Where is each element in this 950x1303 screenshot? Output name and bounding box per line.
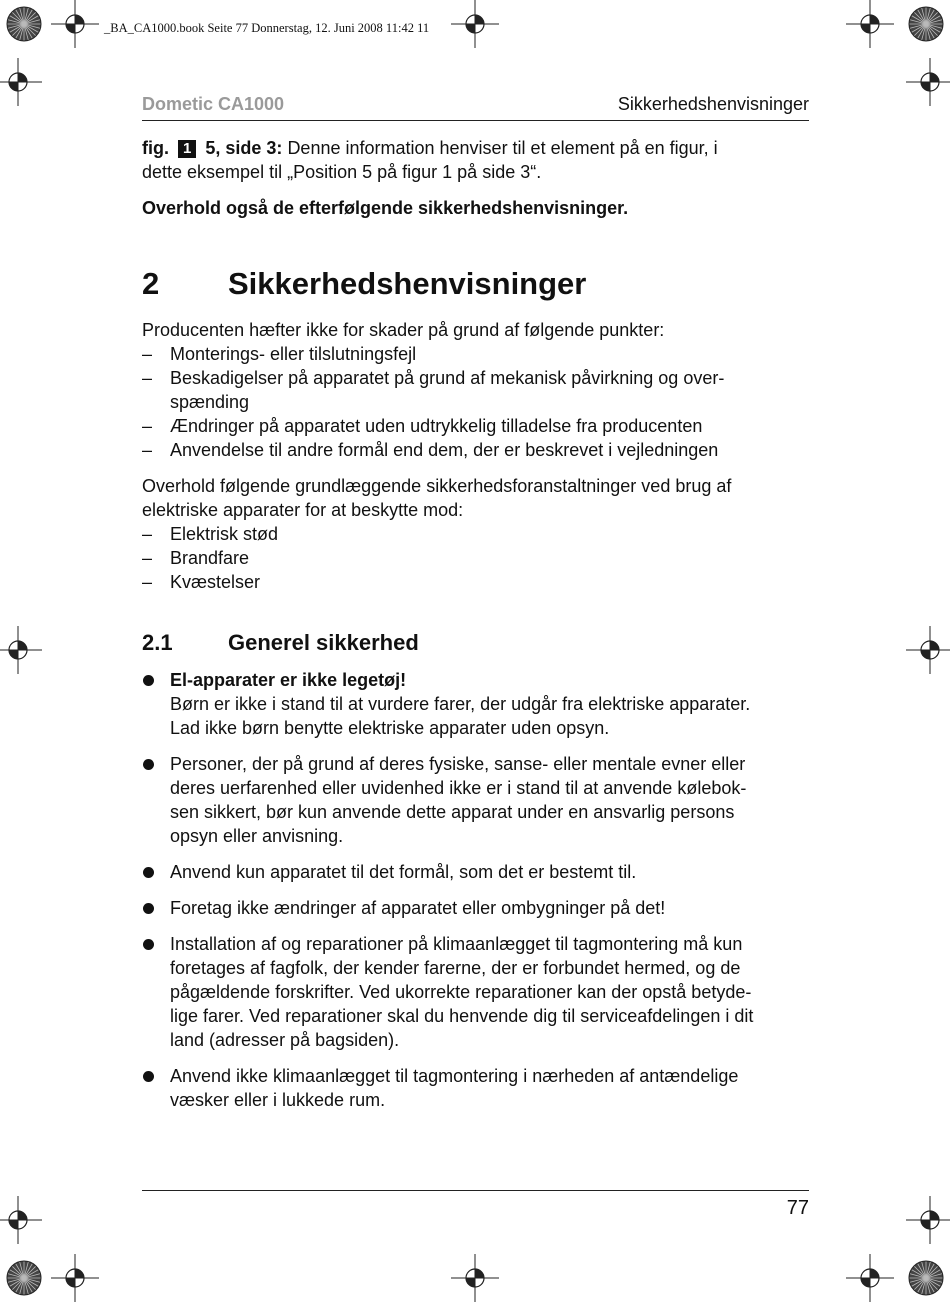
registration-crosshair-icon: [906, 626, 950, 674]
general-safety-list: [142, 668, 810, 1112]
figure-number-box: 1: [178, 140, 196, 158]
list-item: – Anvendelse til andre formål end dem, der er beskrevet i vejledningen: [142, 440, 719, 460]
basic-safety-paragraph: Overhold følgende grundlæggende sikkerhedsforanstaltninger ved brug af elektriske apparater for at beskytte mod:: [142, 476, 732, 520]
figure-reference-paragraph: [142, 136, 810, 184]
print-slug: _BA_CA1000.book Seite 77 Donnerstag, 12. Juni 2008 11:42 11: [104, 21, 430, 35]
list-item: – Ændringer på apparatet uden udtrykkelig tilladelse fra producenten: [142, 416, 703, 436]
basic-safety-list: [142, 522, 810, 594]
section-title: Sikkerhedshenvisninger: [228, 266, 587, 301]
list-item: – Kvæstelser: [142, 572, 261, 592]
producer-paragraph: Producenten hæfter ikke for skader på grund af følgende punkter:: [142, 320, 665, 340]
bullet-icon: [143, 903, 154, 914]
registration-rosette-icon: [902, 1254, 950, 1302]
registration-crosshair-icon: [906, 1196, 950, 1244]
footer-rule: [142, 1190, 809, 1191]
page-content: [142, 136, 810, 1124]
registration-rosette-icon: [0, 0, 48, 48]
registration-crosshair-icon: [846, 0, 894, 48]
bullet-icon: [143, 867, 154, 878]
list-item: – Brandfare: [142, 548, 250, 568]
fig-label: fig.: [142, 138, 169, 158]
list-item: Installation af og reparationer på klimaanlægget til tagmontering må kun foretages af fagfolk, der kender farerne, der er forbundet hermed, og de pågældende forskrifter. Ved ukorrekte reparationer kan der opstå betyde- lige farer. Ved reparationer skal du henvende dig til serviceafdelingen i dit land (adresser på bagsiden).: [142, 932, 810, 1052]
list-item: Personer, der på grund af deres fysiske, sanse- eller mentale evner eller deres uerfarenhed eller uvidenhed ikke er i stand til at anvende kølebok- sen sikkert, bør kun anvende dette apparat under en ansvarlig persons opsyn eller anvisning.: [142, 752, 810, 848]
page-number: 77: [786, 1197, 809, 1219]
bullet-icon: [143, 1071, 154, 1082]
list-item: – Elektrisk stød: [142, 524, 279, 544]
list-item: El-apparater er ikke legetøj! Børn er ikke i stand til at vurdere farer, der udgår fra elektriske apparater. Lad ikke børn benytte elektriske apparater uden opsyn.: [142, 668, 810, 740]
registration-rosette-icon: [902, 0, 950, 48]
fig-ref: 5, side 3:: [205, 138, 283, 158]
fig-text-1: Denne information henviser til et element på en figur, i: [287, 138, 718, 158]
bullet-icon: [143, 675, 154, 686]
fig-text-2: dette eksempel til „Position 5 på figur 1 på side 3“.: [142, 162, 542, 182]
safety-note: Overhold også de efterfølgende sikkerhedshenvisninger.: [142, 198, 629, 218]
registration-crosshair-icon: [451, 1254, 499, 1302]
subsection-number: 2.1: [142, 630, 173, 655]
subsection-title: Generel sikkerhed: [228, 630, 419, 655]
registration-crosshair-icon: [51, 1254, 99, 1302]
registration-crosshair-icon: [51, 0, 99, 48]
registration-crosshair-icon: [451, 0, 499, 48]
registration-crosshair-icon: [0, 58, 42, 106]
registration-rosette-icon: [0, 1254, 48, 1302]
registration-crosshair-icon: [846, 1254, 894, 1302]
subsection-heading: [142, 628, 810, 658]
registration-crosshair-icon: [0, 1196, 42, 1244]
bullet-icon: [143, 759, 154, 770]
page-header: [142, 94, 809, 121]
list-item: Anvend kun apparatet til det formål, som det er bestemt til.: [142, 860, 810, 884]
header-title: Sikkerhedshenvisninger: [617, 94, 809, 114]
registration-crosshair-icon: [906, 58, 950, 106]
list-item: – Monterings- eller tilslutningsfejl: [142, 344, 417, 364]
producer-list: [142, 342, 810, 462]
list-item: Anvend ikke klimaanlægget til tagmontering i nærheden af antændelige væsker eller i lukkede rum.: [142, 1064, 810, 1112]
bullet-icon: [143, 939, 154, 950]
section-heading: [142, 262, 810, 306]
header-brand: Dometic CA1000: [142, 94, 285, 114]
list-item: Foretag ikke ændringer af apparatet eller ombygninger på det!: [142, 896, 810, 920]
list-item: – Beskadigelser på apparatet på grund af mekanisk påvirkning og over- spænding: [142, 368, 725, 412]
section-number: 2: [142, 266, 160, 301]
registration-crosshair-icon: [0, 626, 42, 674]
